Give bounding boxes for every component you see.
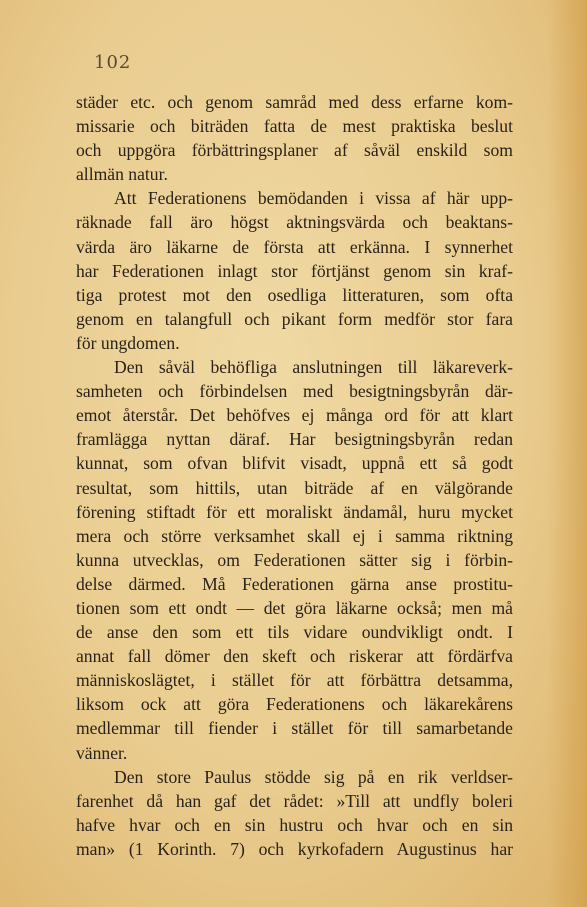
text-line: människoslägtet, i stället för att förbättra detsamma, <box>76 670 513 691</box>
text-line: emot återstår. Det behöfves ej många ord för att klart <box>76 405 513 426</box>
text-line: Den såväl behöfliga anslutningen till läkareverk- <box>114 357 513 378</box>
text-line: kunna utvecklas, om Federationen sätter sig i förbin- <box>76 549 513 570</box>
text-line: förening stiftadt för ett moraliskt ändamål, huru mycket <box>76 501 513 522</box>
text-line: annat fall dömer den skeft och riskerar att fördärfva <box>76 646 513 667</box>
text-line: medlemmar till fiender i stället för till samarbetande <box>76 718 513 739</box>
text-line: tionen som ett ondt — det göra läkarne också; men må <box>76 597 513 618</box>
text-line: kunnat, som ofvan blifvit visadt, uppnå ett så godt <box>76 453 513 474</box>
text-line: tiga protest mot den osedliga litteraturen, som ofta <box>76 284 513 305</box>
text-line: allmän natur. <box>76 164 168 185</box>
text-line: de anse den som ett tils vidare oundvikligt ondt. I <box>76 622 513 643</box>
text-line: mera och större verksamhet skall ej i samma riktning <box>76 525 513 546</box>
text-line: delse därmed. Må Federationen gärna anse prostitu- <box>76 573 513 594</box>
text-line: har Federationen inlagt stor förtjänst genom sin kraf- <box>76 260 513 281</box>
text-line: resultat, som hittils, utan biträde af en välgörande <box>76 477 513 498</box>
page-number: 102 <box>94 52 132 73</box>
text-line: städer etc. och genom samråd med dess erfarne kom- <box>76 92 513 112</box>
text-line: räknade fall äro högst aktningsvärda och beaktans- <box>76 212 513 233</box>
text-line: vänner. <box>76 742 128 763</box>
text-line: för ungdomen. <box>76 332 180 353</box>
text-line: genom en talangfull och pikant form medför stor fara <box>76 308 513 329</box>
text-line: Den store Paulus stödde sig på en rik verldser- <box>114 766 513 787</box>
text-line: värda äro läkarne de första att erkänna. I synnerhet <box>76 236 513 257</box>
text-line: framlägga nyttan däraf. Har besigtningsbyrån redan <box>76 429 513 450</box>
text-line: och uppgöra förbättringsplaner af såväl enskild som <box>76 140 513 161</box>
text-line: samheten och förbindelsen med besigtningsbyrån där- <box>76 381 513 402</box>
body-text <box>76 90 513 861</box>
text-line: missarie och biträden fatta de mest praktiska beslut <box>76 116 513 137</box>
text-line: man» (1 Korinth. 7) och kyrkofadern Augustinus har <box>76 838 513 859</box>
text-line: hafve hvar och en sin hustru och hvar och en sin <box>76 814 513 835</box>
text-line: farenhet då han gaf det rådet: »Till att undfly boleri <box>76 790 513 811</box>
text-line: Att Federationens bemödanden i vissa af här upp- <box>114 188 513 209</box>
text-line: liksom ock att göra Federationens och läkarekårens <box>76 694 513 715</box>
